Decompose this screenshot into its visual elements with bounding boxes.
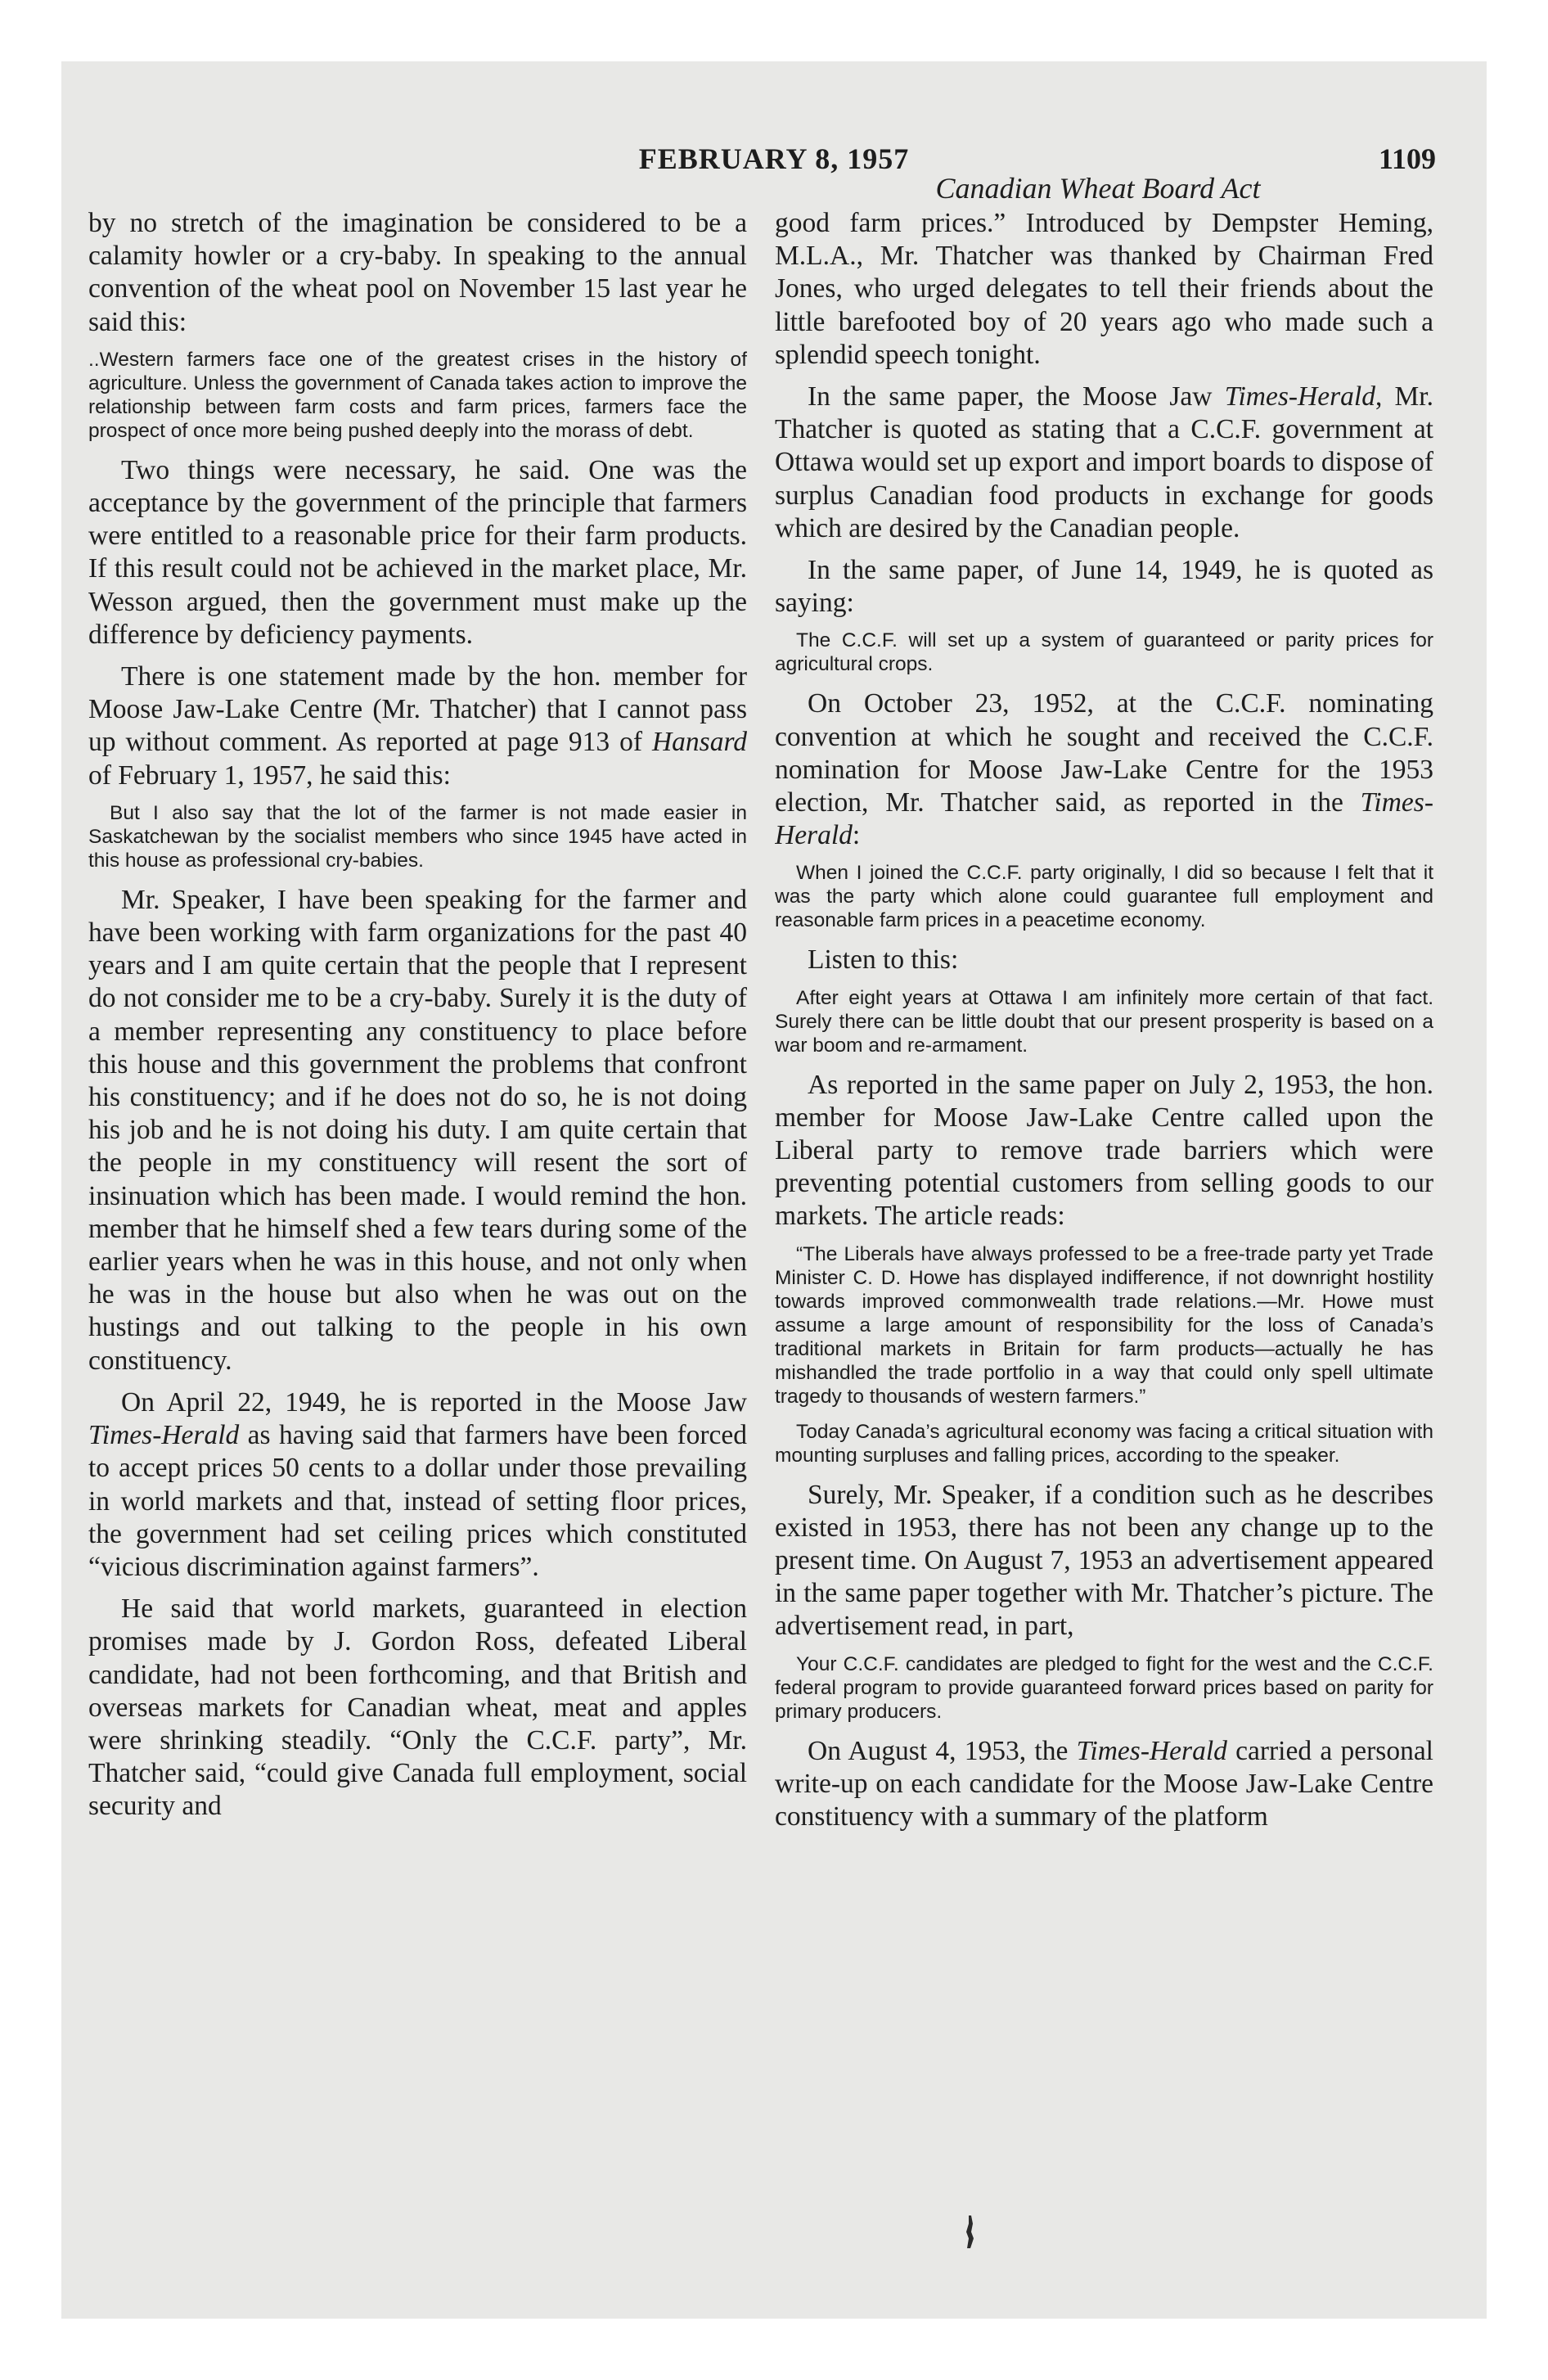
text-run: On April 22, 1949, he is reported in the Moose Jaw <box>121 1386 747 1418</box>
left-column <box>88 207 747 2278</box>
paragraph: Mr. Speaker, I have been speaking for the farmer and have been working with farm organizations for the past 40 years and I am quite certain that the people that I represent do not consider me to be a cry-baby. Surely it is the duty of a member representing any constituency to place before this house and this government the problems that confront his constituency; and if he does not do so, he is not doing his job and he is not doing his duty. I am quite certain that the people in my constituency will resent the sort of insinuation which has been made. I would remind the hon. member that he himself shed a few tears during some of the earlier years when he was in this house, and not only when he was in the house but also when he was out on the hustings and out talking to the people in his own constituency. <box>88 884 747 1376</box>
page-number: 1109 <box>1378 142 1436 175</box>
paragraph: Listen to this: <box>808 944 959 976</box>
paragraph: Surely, Mr. Speaker, if a condition such as he describes existed in 1953, there has not been any change up to the present time. On August 7, 1953 an advertisement appeared in the same paper together with Mr. Thatcher’s picture. The advertisement read, in part, <box>775 1479 1433 1642</box>
paragraph: He said that world markets, guaranteed in election promises made by J. Gordon Ross, defeated Liberal candidate, had not been forthcoming, and that British and overseas markets for Canadian wheat, meat and apples were shrinking steadily. “Only the C.C.F. party”, Mr. Thatcher said, “could give Canada full employment, social security and <box>88 1593 747 1822</box>
block-quote: “The Liberals have always professed to be a free-trade party yet Trade Minister C. D. Howe has displayed indifference, if not downright hostility towards improved commonwealth trade relations.—Mr. Howe must assume a large amount of responsibility for the loss of Canada’s traditional markets in Britain for farm products—actually he has mishandled the trade portfolio in a way that could only spell ultimate tragedy to thousands of western farmers.” <box>775 1242 1433 1408</box>
block-quote: Today Canada’s agricultural economy was facing a critical situation with mounting surpluses and falling prices, according to the speaker. <box>775 1420 1433 1467</box>
paragraph: Two things were necessary, he said. One was the acceptance by the government of the principle that farmers were entitled to a reasonable price for their farm products. If this result could not be achieved in the market place, Mr. Wesson argued, then the government must make up the difference by deficiency payments. <box>88 454 747 650</box>
text-run: There is one statement made by the hon. member for Moose Jaw-Lake Centre (Mr. Thatcher) that I cannot pass up without comment. As reported at page 913 of <box>88 661 747 758</box>
paragraph <box>88 1386 747 1584</box>
paragraph <box>775 381 1433 545</box>
section-subject: Canadian Wheat Board Act <box>935 172 1261 205</box>
block-quote: Your C.C.F. candidates are pledged to fight for the west and the C.C.F. federal program to provide guaranteed forward prices based on parity for primary producers. <box>775 1652 1433 1723</box>
block-quote: But I also say that the lot of the farmer is not made easier in Saskatchewan by the socialist members who since 1945 have acted in this house as professional cry-babies. <box>88 801 747 872</box>
text-run: : <box>852 820 861 851</box>
paragraph: As reported in the same paper on July 2, 1953, the hon. member for Moose Jaw-Lake Centre called upon the Liberal party to remove trade barriers which were preventing potential customers from selling goods to our markets. The article reads: <box>775 1069 1433 1232</box>
italic-title: Hansard <box>651 727 747 758</box>
paragraph: by no stretch of the imagination be considered to be a calamity howler or a cry-baby. In speaking to the annual convention of the wheat pool on November 15 last year he said this: <box>88 208 747 337</box>
text-run: as having said that farmers have been forced to accept prices 50 cents to a dollar under those prevailing in world markets and that, instead of setting floor prices, the government had set ceiling prices which constituted “vicious discrimination against farmers”. <box>88 1420 747 1582</box>
block-quote: When I joined the C.C.F. party originally, I did so because I felt that it was the party which alone could guarantee full employment and reasonable farm prices in a peacetime economy. <box>775 862 1433 932</box>
text-run: On August 4, 1953, the <box>808 1735 1077 1766</box>
italic-title: Times-Herald <box>775 787 1433 851</box>
text-run: of February 1, 1957, he said this: <box>88 760 451 791</box>
paragraph <box>775 687 1433 852</box>
block-quote: ..Western farmers face one of the greatest crises in the history of agriculture. Unless the government of Canada takes action to improve the relationship between farm costs and farm prices, farmers face the prospect of once more being pushed deeply into the morass of debt. <box>88 348 747 442</box>
text-run: In the same paper, the Moose Jaw <box>808 381 1225 412</box>
paragraph <box>88 660 747 792</box>
page-sheet <box>61 61 1487 2319</box>
page-date: FEBRUARY 8, 1957 <box>638 142 910 175</box>
right-column <box>775 207 1433 2278</box>
block-quote: After eight years at Ottawa I am infinitely more certain of that fact. Surely there can be little doubt that our present prosperity is based on a war boom and re-armament. <box>775 986 1433 1057</box>
paragraph: good farm prices.” Introduced by Dempster Heming, M.L.A., Mr. Thatcher was thanked by Chairman Fred Jones, who urged delegates to tell their friends about the little barefooted boy of 20 years ago who made such a splendid speech tonight. <box>775 208 1433 370</box>
italic-title: Times-Herald <box>1224 381 1375 412</box>
block-quote: The C.C.F. will set up a system of guaranteed or parity prices for agricultural crops. <box>775 629 1433 676</box>
paragraph <box>775 1735 1433 1834</box>
text-run: carried a personal write-up on each candidate for the Moose Jaw-Lake Centre constituency with a summary of the platform <box>775 1735 1433 1832</box>
printer-mark-icon <box>961 2214 978 2250</box>
italic-title: Times-Herald <box>1076 1735 1227 1766</box>
text-run: On October 23, 1952, at the C.C.F. nominating convention at which he sought and received the C.C.F. nomination for Moose Jaw-Lake Centre for the 1953 election, Mr. Thatcher said, as reported in the <box>775 688 1433 818</box>
paragraph: In the same paper, of June 14, 1949, he is quoted as saying: <box>775 555 1433 619</box>
italic-title: Times-Herald <box>88 1420 240 1451</box>
text-run: , Mr. Thatcher is quoted as stating that a C.C.F. government at Ottawa would set up export and import boards to dispose of surplus Canadian food products in exchange for goods which are desired by the Canadian people. <box>775 381 1433 543</box>
